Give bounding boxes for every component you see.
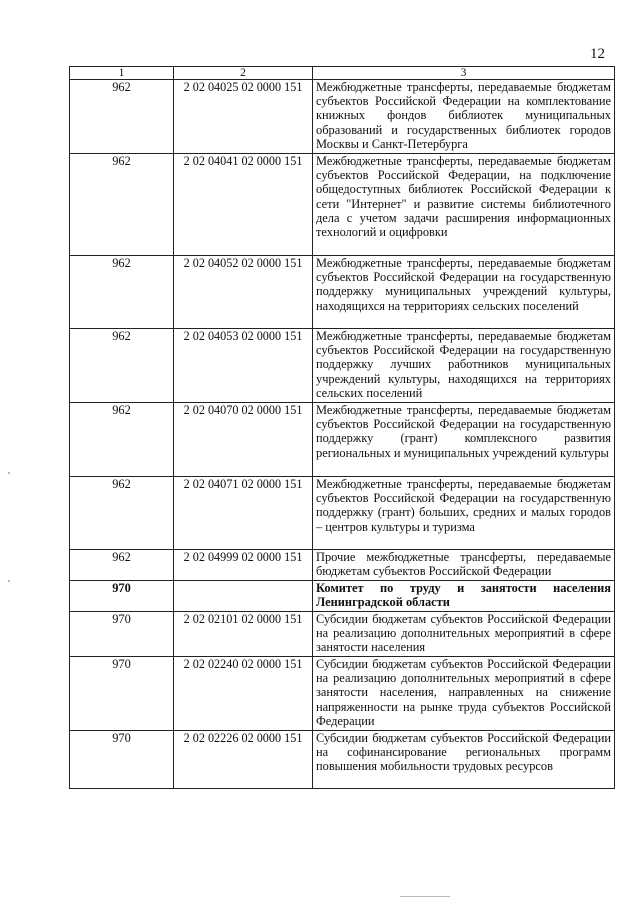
- table-row-committee: [70, 581, 615, 612]
- table-row: [70, 329, 615, 403]
- column-header-3: 3: [313, 67, 615, 80]
- table-row: [70, 80, 615, 154]
- table-row: [70, 612, 615, 657]
- scan-artifact-line: [400, 896, 450, 897]
- budget-code-cell: 2 02 02226 02 0000 151: [174, 731, 313, 789]
- table-row: [70, 256, 615, 329]
- admin-code-cell: 962: [70, 256, 174, 329]
- admin-code-cell: 970: [70, 612, 174, 657]
- table-row: [70, 657, 615, 731]
- budget-classification-table: [69, 66, 615, 789]
- table-row: [70, 550, 615, 581]
- table-body: [70, 80, 615, 789]
- budget-code-cell: 2 02 04025 02 0000 151: [174, 80, 313, 154]
- admin-code-cell: 962: [70, 80, 174, 154]
- revenue-name-cell: Межбюджетные трансферты, передаваемые бюджетам субъектов Российской Федерации на комплектование книжных фондов библиотек муниципальных образований и государственных библиотек городов Москвы и Санкт-Петербурга: [313, 80, 615, 154]
- admin-code-cell: 970: [70, 657, 174, 731]
- table-row: [70, 731, 615, 789]
- header-row: [70, 67, 615, 80]
- budget-code-cell: 2 02 02240 02 0000 151: [174, 657, 313, 731]
- revenue-name-cell: Субсидии бюджетам субъектов Российской Федерации на реализацию дополнительных мероприятий в сфере занятости населения, направленных на снижение напряженности на рынке труда субъектов Российской Федерации: [313, 657, 615, 731]
- admin-code-cell: 962: [70, 477, 174, 550]
- budget-code-cell: 2 02 04052 02 0000 151: [174, 256, 313, 329]
- page-number: 12: [590, 46, 605, 62]
- revenue-name-cell: Межбюджетные трансферты, передаваемые бюджетам субъектов Российской Федерации на государственную поддержку муниципальных учреждений культуры, находящихся на территориях сельских поселений: [313, 256, 615, 329]
- column-header-1: 1: [70, 67, 174, 80]
- table-header: [70, 67, 615, 80]
- scan-artifact-dot: [8, 580, 10, 582]
- admin-code-cell: 962: [70, 403, 174, 477]
- table-row: [70, 477, 615, 550]
- admin-code-cell: 962: [70, 154, 174, 256]
- budget-code-cell: 2 02 04070 02 0000 151: [174, 403, 313, 477]
- column-header-2: 2: [174, 67, 313, 80]
- budget-code-cell: 2 02 04071 02 0000 151: [174, 477, 313, 550]
- revenue-name-cell: Прочие межбюджетные трансферты, передаваемые бюджетам субъектов Российской Федерации: [313, 550, 615, 581]
- admin-code-cell: 962: [70, 550, 174, 581]
- admin-code-cell: 970: [70, 581, 174, 612]
- budget-code-cell: 2 02 04041 02 0000 151: [174, 154, 313, 256]
- budget-code-cell: [174, 581, 313, 612]
- admin-code-cell: 970: [70, 731, 174, 789]
- revenue-name-cell: Субсидии бюджетам субъектов Российской Федерации на софинансирование региональных программ повышения мобильности трудовых ресурсов: [313, 731, 615, 789]
- budget-code-cell: 2 02 02101 02 0000 151: [174, 612, 313, 657]
- revenue-name-cell: Межбюджетные трансферты, передаваемые бюджетам субъектов Российской Федерации на государственную поддержку (грант) больших, средних и малых городов – центров культуры и туризма: [313, 477, 615, 550]
- revenue-name-cell: Межбюджетные трансферты, передаваемые бюджетам субъектов Российской Федерации, на подключение общедоступных библиотек Российской Федерации к сети "Интернет" и развитие системы библиотечного дела с учетом задачи расширения информационных технологий и оцифровки: [313, 154, 615, 256]
- budget-code-cell: 2 02 04999 02 0000 151: [174, 550, 313, 581]
- budget-code-cell: 2 02 04053 02 0000 151: [174, 329, 313, 403]
- revenue-name-cell: Межбюджетные трансферты, передаваемые бюджетам субъектов Российской Федерации на государственную поддержку лучших работников муниципальных учреждений культуры, находящихся на территориях сельских поселений: [313, 329, 615, 403]
- revenue-name-cell: Межбюджетные трансферты, передаваемые бюджетам субъектов Российской Федерации на государственную поддержку (грант) комплексного развития региональных и муниципальных учреждений культуры: [313, 403, 615, 477]
- scan-artifact-dot: [8, 472, 10, 474]
- table-row: [70, 154, 615, 256]
- admin-code-cell: 962: [70, 329, 174, 403]
- committee-name-cell: Комитет по труду и занятости населения Ленинградской области: [313, 581, 615, 612]
- revenue-name-cell: Субсидии бюджетам субъектов Российской Федерации на реализацию дополнительных мероприятий в сфере занятости населения: [313, 612, 615, 657]
- table-row: [70, 403, 615, 477]
